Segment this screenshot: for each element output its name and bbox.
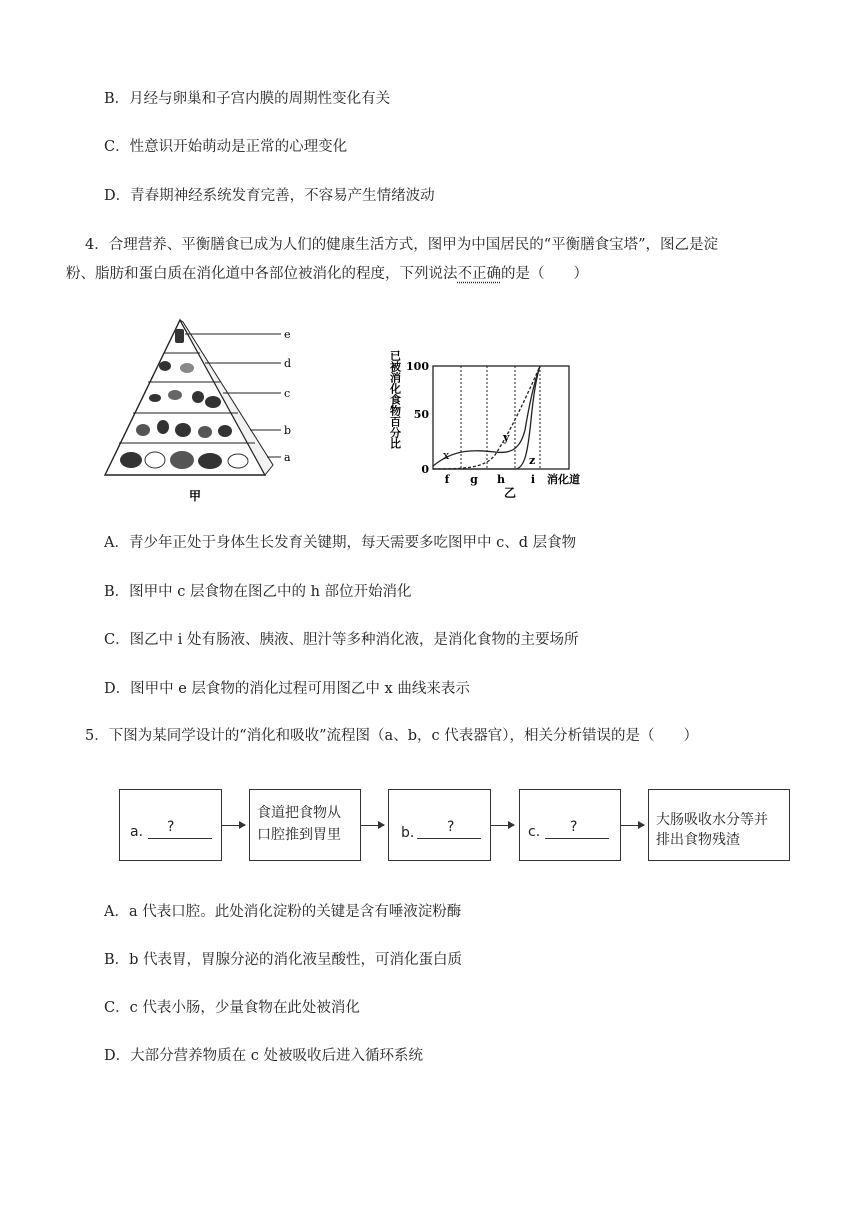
pyramid-label-d: d <box>284 357 292 370</box>
flow-box-c <box>519 789 621 861</box>
q3-option-d: D．青春期神经系统发育完善，不容易产生情绪波动 <box>104 188 435 204</box>
q4-option-b: B．图甲中 c 层食物在图乙中的 h 部位开始消化 <box>104 584 412 600</box>
graph-ytick-50: 50 <box>413 408 429 421</box>
q3-option-b: B．月经与卵巢和子宫内膜的周期性变化有关 <box>104 91 391 107</box>
flow-box-c-question: ? <box>570 819 578 835</box>
pyramid-label-e: e <box>284 328 291 341</box>
flow-box-esophagus <box>249 789 361 861</box>
flow-box-a <box>119 789 222 861</box>
graph-xtick-f: f <box>444 473 450 486</box>
graph-ytick-0: 0 <box>421 463 429 476</box>
flow-arrow-3 <box>490 825 514 826</box>
curve-label-x: x <box>443 449 450 462</box>
q4-stem-line1: 4．合理营养、平衡膳食已成为人们的健康生活方式，图甲为中国居民的“平衡膳食宝塔”，图乙是淀 <box>85 237 719 253</box>
q4-stem-emphasis: 不正确 <box>457 266 501 282</box>
flow-box-a-blank <box>148 838 212 839</box>
pyramid-label-b: b <box>284 424 292 437</box>
pyramid-caption: 甲 <box>188 489 202 503</box>
flow-box-large-intestine <box>648 789 790 861</box>
graph-xtick-h: h <box>497 473 505 486</box>
pyramid-label-c: c <box>284 387 291 400</box>
q5-option-b: B．b 代表胃，胃腺分泌的消化液呈酸性，可消化蛋白质 <box>104 952 463 968</box>
q5-option-c: C．c 代表小肠，少量食物在此处被消化 <box>104 1000 360 1016</box>
flow-box-b <box>388 789 491 861</box>
q4-option-c: C．图乙中 i 处有肠液、胰液、胆汁等多种消化液，是消化食物的主要场所 <box>104 632 579 648</box>
flow-arrow-1 <box>221 825 245 826</box>
flow-arrow-2 <box>360 825 384 826</box>
graph-xtick-g: g <box>470 473 478 486</box>
flow-box-large-intestine-line2: 排出食物残渣 <box>656 832 740 848</box>
graph-ylabel: 已被消化食物百分比 <box>388 350 402 449</box>
q4-stem-line2-post: 的是（ ） <box>501 266 588 282</box>
flow-box-large-intestine-line1: 大肠吸收水分等并 <box>656 812 768 828</box>
q5-stem: 5．下图为某同学设计的“消化和吸收”流程图（a、b，c 代表器官），相关分析错误的是（ ） <box>85 728 698 744</box>
q5-option-d: D．大部分营养物质在 c 处被吸收后进入循环系统 <box>104 1048 423 1064</box>
flow-box-b-label: b. <box>401 825 415 841</box>
graph-ytick-100: 100 <box>406 360 429 373</box>
q3-option-c: C．性意识开始萌动是正常的心理变化 <box>104 139 348 155</box>
flow-box-c-label: c. <box>528 824 541 840</box>
food-pyramid-figure <box>95 305 305 515</box>
flow-box-esophagus-line1: 食道把食物从 <box>257 805 341 821</box>
q5-option-a: A．a 代表口腔。此处消化淀粉的关键是含有唾液淀粉酶 <box>104 904 462 920</box>
q4-stem-line2 <box>66 264 588 284</box>
digestion-graph-figure <box>385 320 600 500</box>
q4-option-a: A．青少年正处于身体生长发育关键期，每天需要多吃图甲中 c、d 层食物 <box>104 535 577 551</box>
q4-option-d: D．图甲中 e 层食物的消化过程可用图乙中 x 曲线来表示 <box>104 681 470 697</box>
graph-xlabel: 消化道 <box>547 473 580 486</box>
flow-arrow-4 <box>620 825 644 826</box>
flow-box-b-blank <box>417 838 481 839</box>
flow-box-esophagus-line2: 口腔推到胃里 <box>257 827 341 843</box>
flow-box-b-question: ? <box>447 819 455 835</box>
graph-xtick-i: i <box>530 473 536 486</box>
curve-label-y: y <box>503 431 510 444</box>
flow-box-a-question: ? <box>167 819 175 835</box>
flow-box-a-label: a. <box>130 824 144 840</box>
pyramid-label-a: a <box>284 451 291 464</box>
q4-stem-line2-pre: 粉、脂肪和蛋白质在消化道中各部位被消化的程度，下列说法 <box>66 266 458 282</box>
flow-box-c-blank <box>545 838 609 839</box>
curve-label-z: z <box>529 454 536 467</box>
graph-caption: 乙 <box>503 486 517 500</box>
